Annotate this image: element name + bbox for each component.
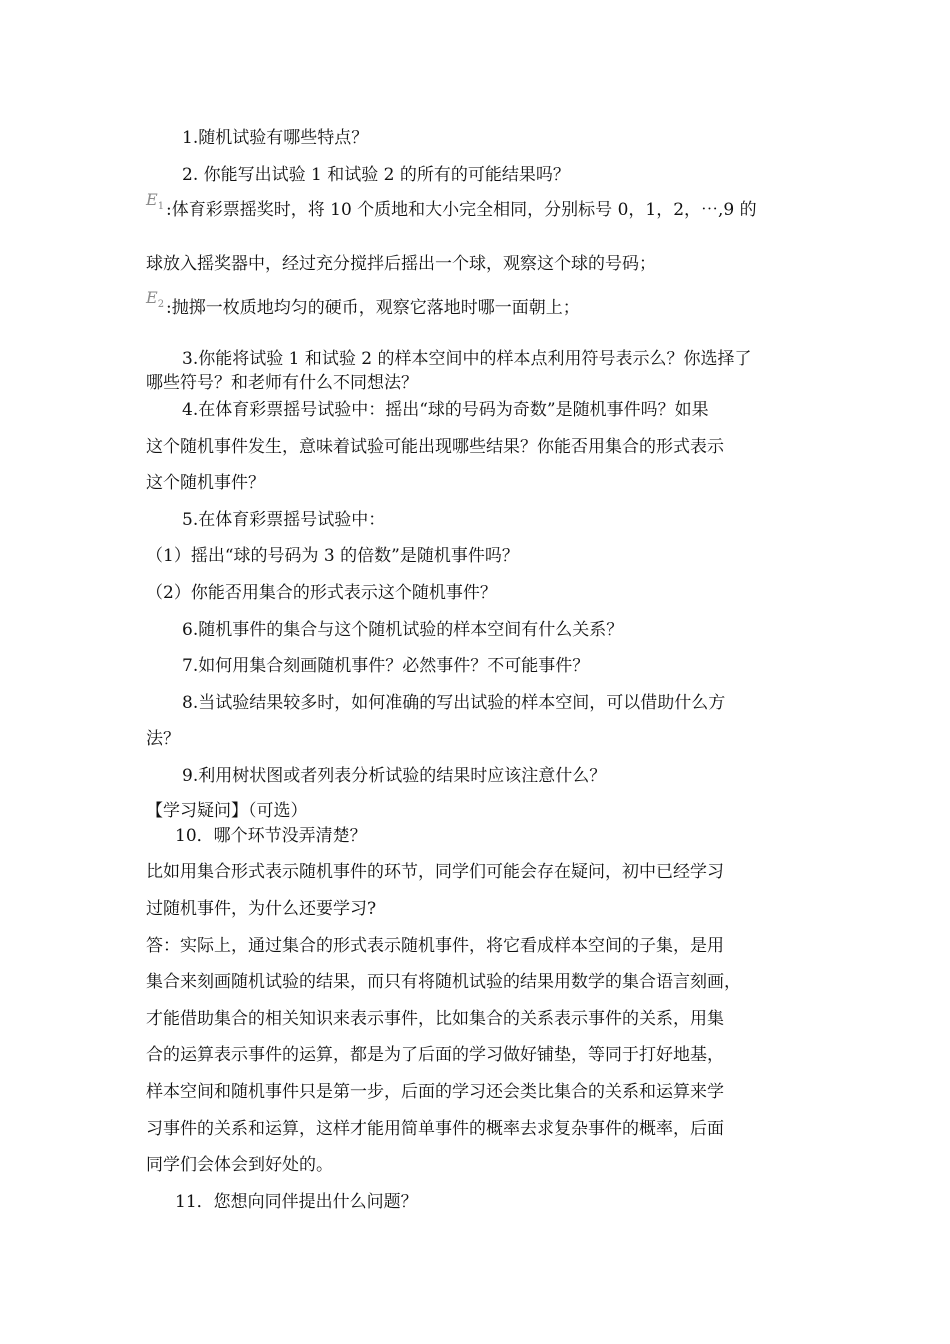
question-1: 1.随机试验有哪些特点？ xyxy=(182,128,369,148)
answer-line-3: 才能借助集合的相关知识来表示事件，比如集合的关系表示事件的关系，用集 xyxy=(146,1009,724,1029)
answer-line-7: 同学们会体会到好处的。 xyxy=(146,1155,333,1175)
question-4-line-1: 4.在体育彩票摇号试验中：摇出“球的号码为奇数”是随机事件吗？如果 xyxy=(182,400,709,420)
question-3-line-1: 3.你能将试验 1 和试验 2 的样本空间中的样本点利用符号表示么？你选择了 xyxy=(182,349,752,369)
paragraph-10-line-2: 过随机事件，为什么还要学习? xyxy=(146,899,377,919)
e1-text-line-2: 球放入摇奖器中，经过充分搅拌后摇出一个球，观察这个球的号码； xyxy=(146,254,656,274)
question-2: 2. 你能写出试验 1 和试验 2 的所有的可能结果吗？ xyxy=(182,165,570,185)
answer-line-2: 集合来刻画随机试验的结果，而只有将随机试验的结果用数学的集合语言刻画， xyxy=(146,972,741,992)
question-10: 10．哪个环节没弄清楚？ xyxy=(175,826,367,846)
e1-text-line-1: :体育彩票摇奖时，将 10 个质地和大小完全相同，分别标号 0，1，2，⋯,9 的 xyxy=(166,200,757,220)
question-7: 7.如何用集合刻画随机事件？必然事件？不可能事件？ xyxy=(182,656,590,676)
question-8-line-1: 8.当试验结果较多时，如何准确的写出试验的样本空间，可以借助什么方 xyxy=(182,693,726,713)
answer-line-4: 合的运算表示事件的运算，都是为了后面的学习做好铺垫，等同于打好地基， xyxy=(146,1045,724,1065)
question-4-line-2: 这个随机事件发生，意味着试验可能出现哪些结果？你能否用集合的形式表示 xyxy=(146,437,724,457)
question-8-line-2: 法？ xyxy=(146,729,180,749)
question-5: 5.在体育彩票摇号试验中： xyxy=(182,510,386,530)
e2-symbol: $E_2$ xyxy=(146,288,165,311)
question-5-item-1: （1）摇出“球的号码为 3 的倍数”是随机事件吗？ xyxy=(146,546,519,566)
section-title: 【学习疑问】（可选） xyxy=(146,801,308,821)
answer-line-1: 答：实际上，通过集合的形式表示随机事件，将它看成样本空间的子集，是用 xyxy=(146,936,724,956)
paragraph-10-line-1: 比如用集合形式表示随机事件的环节，同学们可能会存在疑问，初中已经学习 xyxy=(146,862,724,882)
question-9: 9.利用树状图或者列表分析试验的结果时应该注意什么？ xyxy=(182,766,607,786)
answer-line-6: 习事件的关系和运算，这样才能用简单事件的概率去求复杂事件的概率，后面 xyxy=(146,1119,724,1139)
e1-symbol: $E_1$ xyxy=(146,190,165,213)
question-3-line-2: 哪些符号？和老师有什么不同想法？ xyxy=(146,373,418,393)
question-4-line-3: 这个随机事件？ xyxy=(146,473,265,493)
question-6: 6.随机事件的集合与这个随机试验的样本空间有什么关系？ xyxy=(182,620,624,640)
question-11: 11．您想向同伴提出什么问题？ xyxy=(175,1192,418,1212)
answer-line-5: 样本空间和随机事件只是第一步，后面的学习还会类比集合的关系和运算来学 xyxy=(146,1082,724,1102)
e2-text: :抛掷一枚质地均匀的硬币，观察它落地时哪一面朝上； xyxy=(166,298,580,318)
question-5-item-2: （2）你能否用集合的形式表示这个随机事件？ xyxy=(146,583,497,603)
